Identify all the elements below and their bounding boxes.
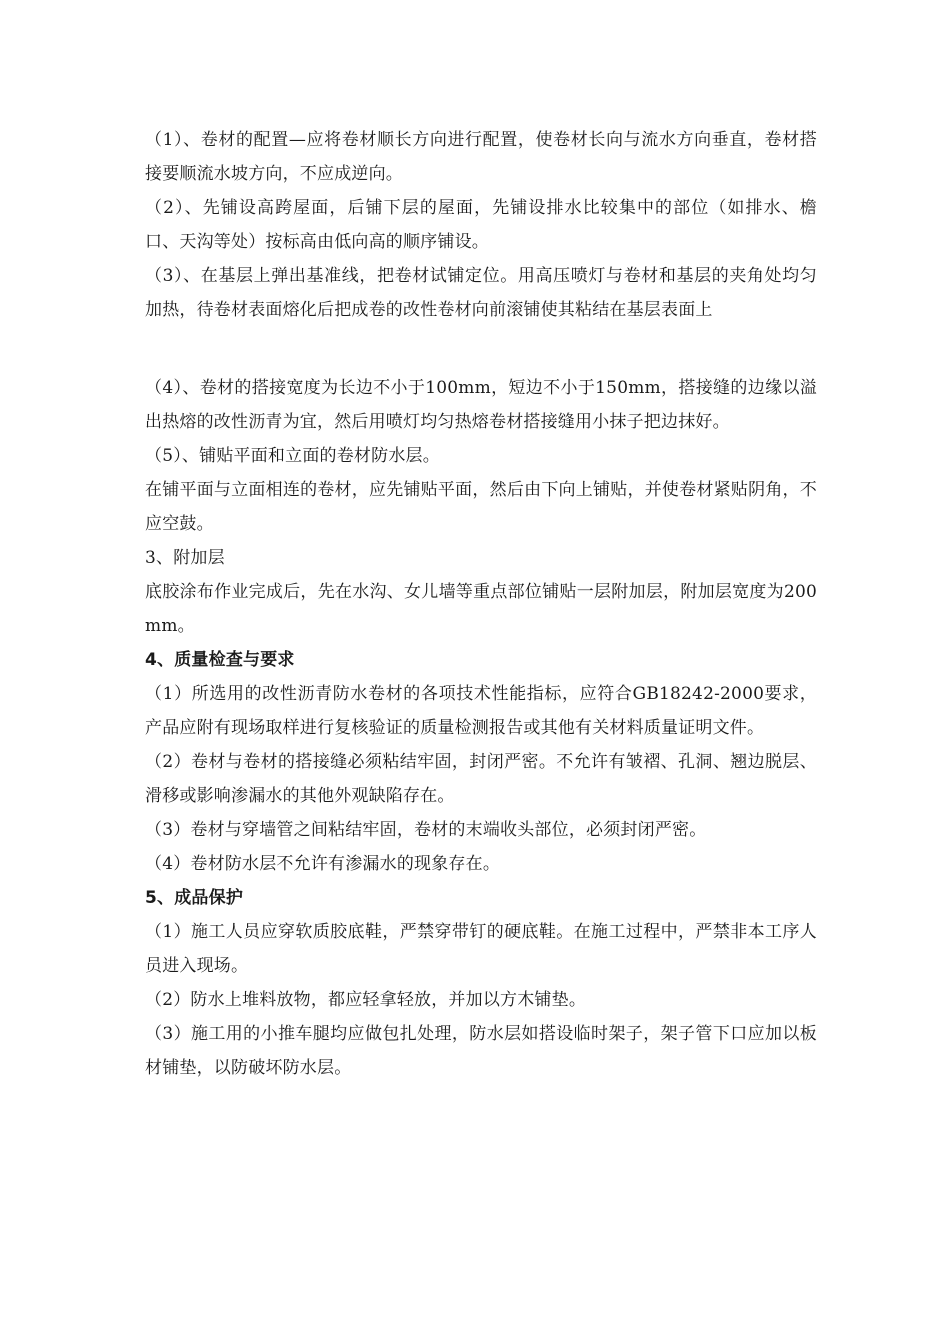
paragraph-protection-item-1: （1）施工人员应穿软质胶底鞋，严禁穿带钉的硬底鞋。在施工过程中，严禁非本工序人员进入现场。 [145,922,817,976]
paragraph-baseline-heating: （3）、在基层上弹出基准线，把卷材试铺定位。用高压喷灯与卷材和基层的夹角处均匀加热，待卷材表面熔化后把成卷的改性卷材向前滚铺使其粘结在基层表面上 [145,266,817,320]
paragraph-plane-facade-detail: 在铺平面与立面相连的卷材，应先铺贴平面，然后由下向上铺贴，并使卷材紧贴阴角，不应空鼓。 [145,480,817,534]
paragraph-laying-order: （2）、先铺设高跨屋面，后铺下层的屋面，先铺设排水比较集中的部位（如排水、檐口、天沟等处）按标高由低向高的顺序铺设。 [145,198,817,252]
paragraph-lap-width: （4）、卷材的搭接宽度为长边不小于100mm，短边不小于150mm，搭接缝的边缘以溢出热熔的改性沥青为宜，然后用喷灯均匀热熔卷材搭接缝用小抹子把边抹好。 [145,378,817,432]
paragraph-plane-facade-layer: （5）、铺贴平面和立面的卷材防水层。 [145,446,440,466]
paragraph-quality-item-2: （2）卷材与卷材的搭接缝必须粘结牢固，封闭严密。不允许有皱褶、孔洞、翘边脱层、滑移或影响渗漏水的其他外观缺陷存在。 [145,752,817,806]
section-heading-additional-layer: 3、附加层 [145,548,225,568]
paragraph-quality-item-4: （4）卷材防水层不允许有渗漏水的现象存在。 [145,854,501,874]
paragraph-spacer [145,327,817,371]
section-heading-protection: 5、成品保护 [145,888,244,908]
section-heading-quality: 4、质量检查与要求 [145,650,295,670]
paragraph-protection-item-3: （3）施工用的小推车腿均应做包扎处理，防水层如搭设临时架子，架子管下口应加以板材铺垫，以防破坏防水层。 [145,1024,817,1078]
paragraph-roll-configuration: （1）、卷材的配置—应将卷材顺长方向进行配置，使卷材长向与流水方向垂直，卷材搭接要顺流水坡方向，不应成逆向。 [145,130,817,184]
paragraph-additional-layer: 底胶涂布作业完成后，先在水沟、女儿墙等重点部位铺贴一层附加层，附加层宽度为200 mm。 [145,582,817,636]
document-body [145,123,817,1085]
paragraph-quality-item-1: （1）所选用的改性沥青防水卷材的各项技术性能指标，应符合GB18242-2000要求，产品应附有现场取样进行复核验证的质量检测报告或其他有关材料质量证明文件。 [145,684,817,738]
paragraph-quality-item-3: （3）卷材与穿墙管之间粘结牢固，卷材的末端收头部位，必须封闭严密。 [145,820,707,840]
paragraph-protection-item-2: （2）防水上堆料放物，都应轻拿轻放，并加以方木铺垫。 [145,990,587,1010]
